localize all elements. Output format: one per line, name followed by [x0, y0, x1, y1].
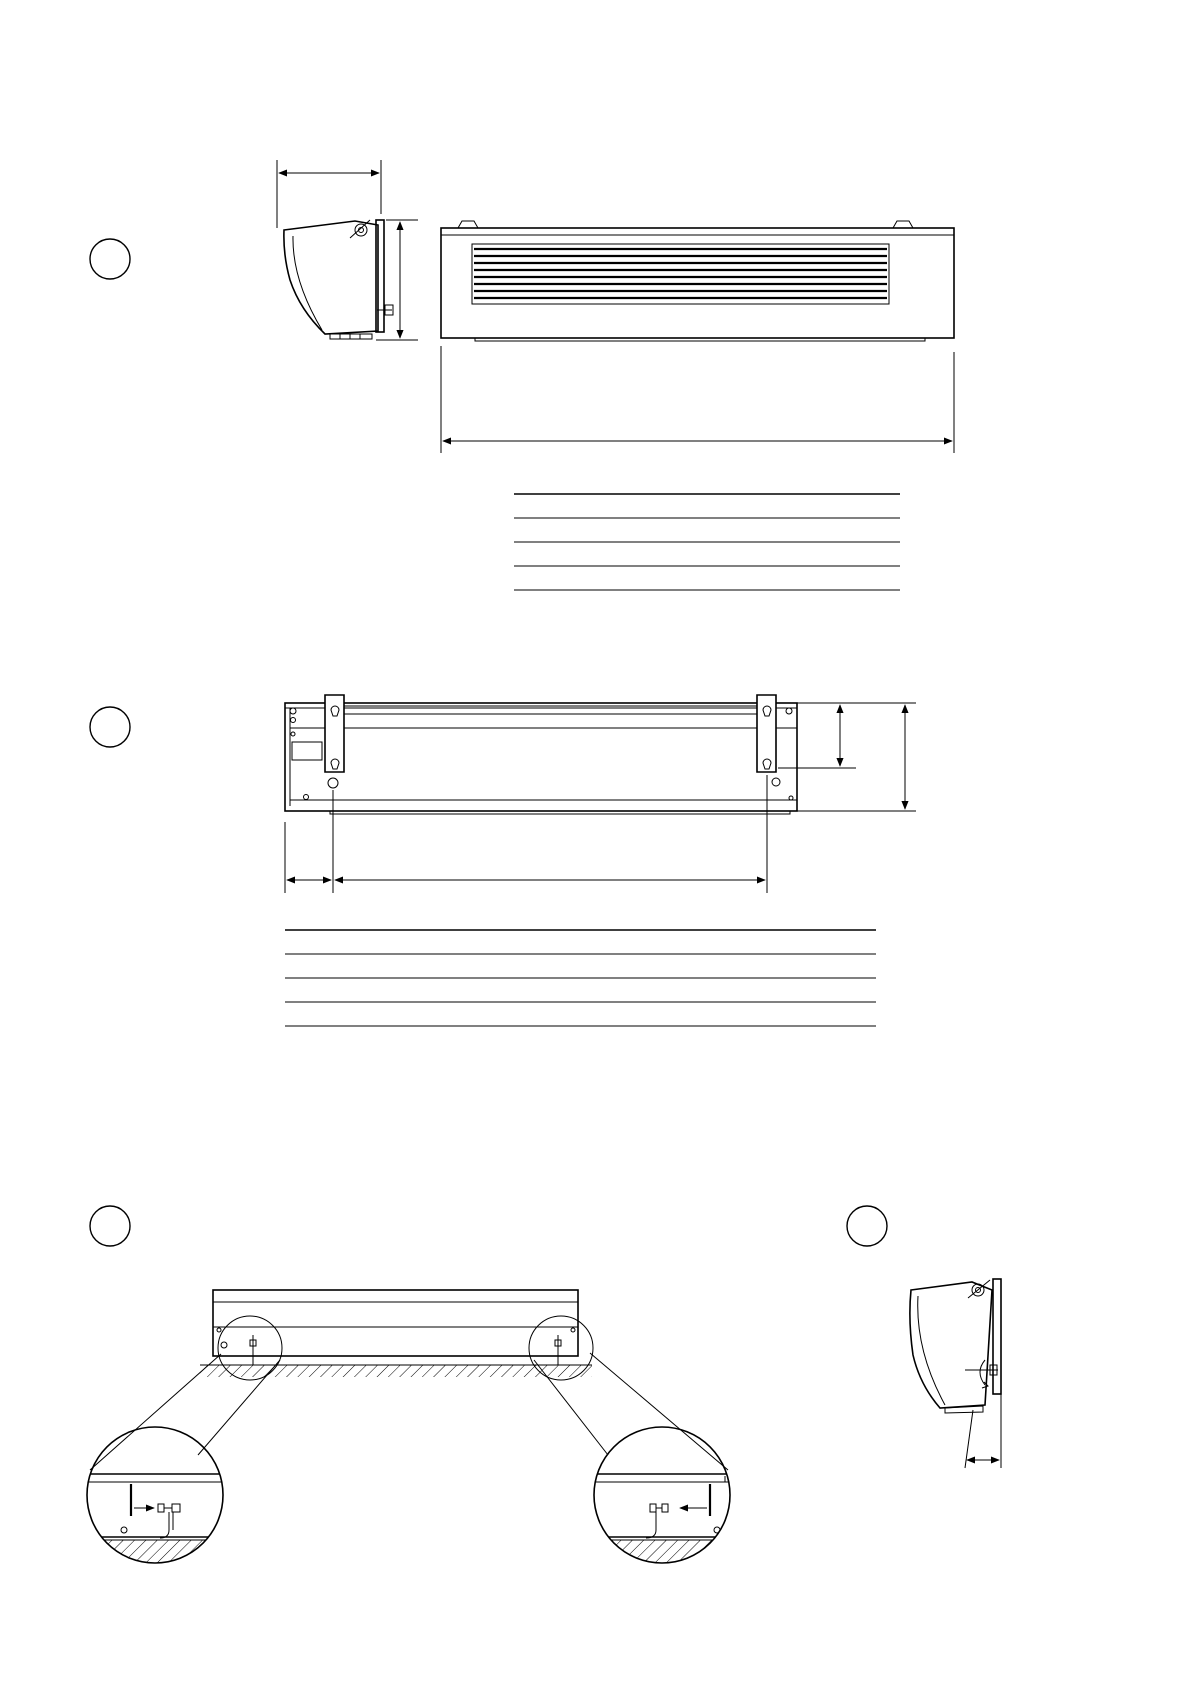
figure-4 — [847, 1206, 1001, 1468]
dimension-table-1 — [514, 494, 900, 590]
dimension-table-2 — [285, 930, 876, 1026]
tilt-side-view-icon — [910, 1279, 1001, 1413]
figure-1-marker — [90, 239, 130, 279]
front-view-unit-icon — [441, 221, 954, 341]
figure-3 — [80, 1206, 750, 1580]
figure-2 — [90, 695, 916, 1026]
rear-bracket-view-icon — [285, 695, 797, 814]
figure-4-marker — [847, 1206, 887, 1246]
grille-louvers — [474, 249, 887, 298]
floor-mount-detail-right-icon — [590, 1427, 750, 1580]
leader-left-1 — [90, 1354, 221, 1470]
floor-hatch — [200, 1365, 592, 1377]
tilt-extension-left — [965, 1410, 973, 1468]
side-view-unit-icon — [284, 220, 393, 339]
figure-3-marker — [90, 1206, 130, 1246]
figure-2-marker — [90, 707, 130, 747]
leader-right-2 — [590, 1353, 728, 1470]
floor-mount-unit-icon — [213, 1290, 578, 1365]
floor-mount-detail-icon — [80, 1427, 240, 1580]
figure-1 — [90, 160, 954, 590]
